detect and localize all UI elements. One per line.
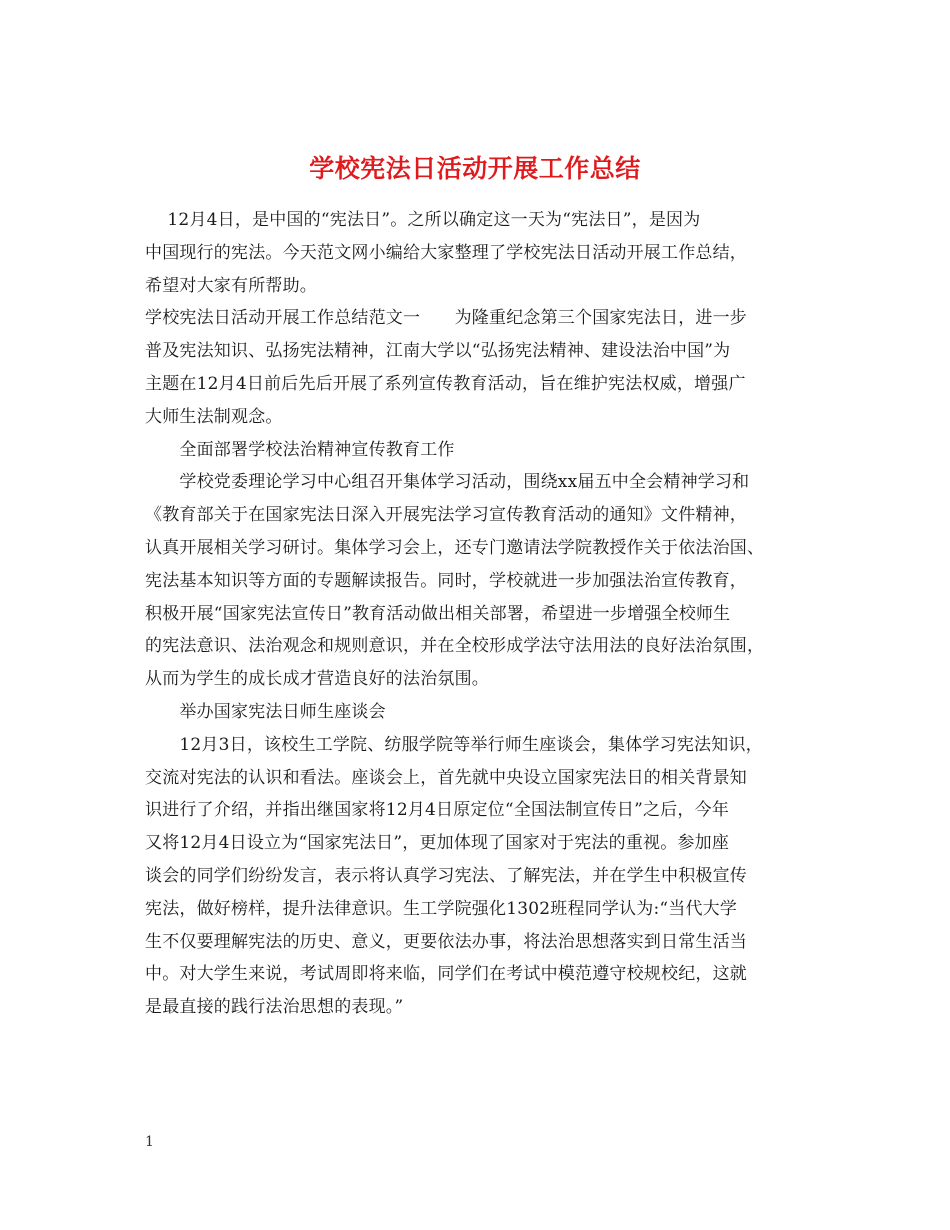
body-text-line: 中国现行的宪法。今天范文网小编给大家整理了学校宪法日活动开展工作总结， xyxy=(145,242,747,263)
body-text-line: 《教育部关于在国家宪法日深入开展宪法学习宣传教育活动的通知》文件精神， xyxy=(145,505,747,526)
body-text-line: 12月3日，该校生工学院、纺服学院等举行师生座谈会，集体学习宪法知识， xyxy=(145,734,763,755)
body-text-line: 举办国家宪法日师生座谈会 xyxy=(145,702,386,722)
body-text-line: 宪法，做好榜样，提升法律意识。生工学院强化1302班程同学认为:“当代大学 xyxy=(145,898,738,919)
body-text-line: 从而为学生的成长成才营造良好的法治氛围。 xyxy=(145,669,489,690)
body-text-line: 交流对宪法的认识和看法。座谈会上，首先就中央设立国家宪法日的相关背景知 xyxy=(145,767,747,788)
page-number: 1 xyxy=(145,1134,154,1150)
body-text-line: 认真开展相关学习研讨。集体学习会上，还专门邀请法学院教授作关于依法治国、 xyxy=(145,538,765,558)
body-text-line: 主题在12月4日前后先后开展了系列宣传教育活动，旨在维护宪法权威，增强广 xyxy=(145,374,746,394)
body-text-line: 12月4日，是中国的“宪法日”。之所以确定这一天为“宪法日”，是因为 xyxy=(145,210,701,230)
body-text-line: 大师生法制观念。 xyxy=(145,406,283,427)
body-text-line: 积极开展“国家宪法宣传日”教育活动做出相关部署，希望进一步增强全校师生 xyxy=(145,603,731,624)
body-text-line: 学校党委理论学习中心组召开集体学习活动，围绕xx届五中全会精神学习和 xyxy=(145,472,750,493)
body-text-line: 希望对大家有所帮助。 xyxy=(145,275,317,296)
document-title: 学校宪法日活动开展工作总结 xyxy=(309,153,641,183)
body-text-line: 中。对大学生来说，考试周即将来临，同学们在考试中模范遵守校规校纪，这就 xyxy=(145,964,747,985)
body-text-line: 生不仅要理解宪法的历史、意义，更要依法办事，将法治思想落实到日常生活当 xyxy=(145,931,747,952)
body-text-line: 识进行了介绍，并指出继国家将12月4日原定位“全国法制宣传日”之后，今年 xyxy=(145,800,730,821)
body-text-line: 是最直接的践行法治思想的表现。” xyxy=(145,997,404,1018)
body-text-line: 的宪法意识、法治观念和规则意识，并在全校形成学法守法用法的良好法治氛围， xyxy=(145,636,765,657)
body-text-line: 普及宪法知识、弘扬宪法精神，江南大学以“弘扬宪法精神、建设法治中国”为 xyxy=(145,341,731,362)
body-text-line: 宪法基本知识等方面的专题解读报告。同时，学校就进一步加强法治宣传教育， xyxy=(145,570,747,591)
body-text-line: 学校宪法日活动开展工作总结范文一 为隆重纪念第三个国家宪法日，进一步 xyxy=(145,308,747,329)
body-text-line: 又将12月4日设立为“国家宪法日”，更加体现了国家对于宪法的重视。参加座 xyxy=(145,833,730,854)
body-text-line: 全面部署学校法治精神宣传教育工作 xyxy=(145,439,455,460)
body-text-line: 谈会的同学们纷纷发言，表示将认真学习宪法、了解宪法，并在学生中积极宣传 xyxy=(145,866,747,886)
